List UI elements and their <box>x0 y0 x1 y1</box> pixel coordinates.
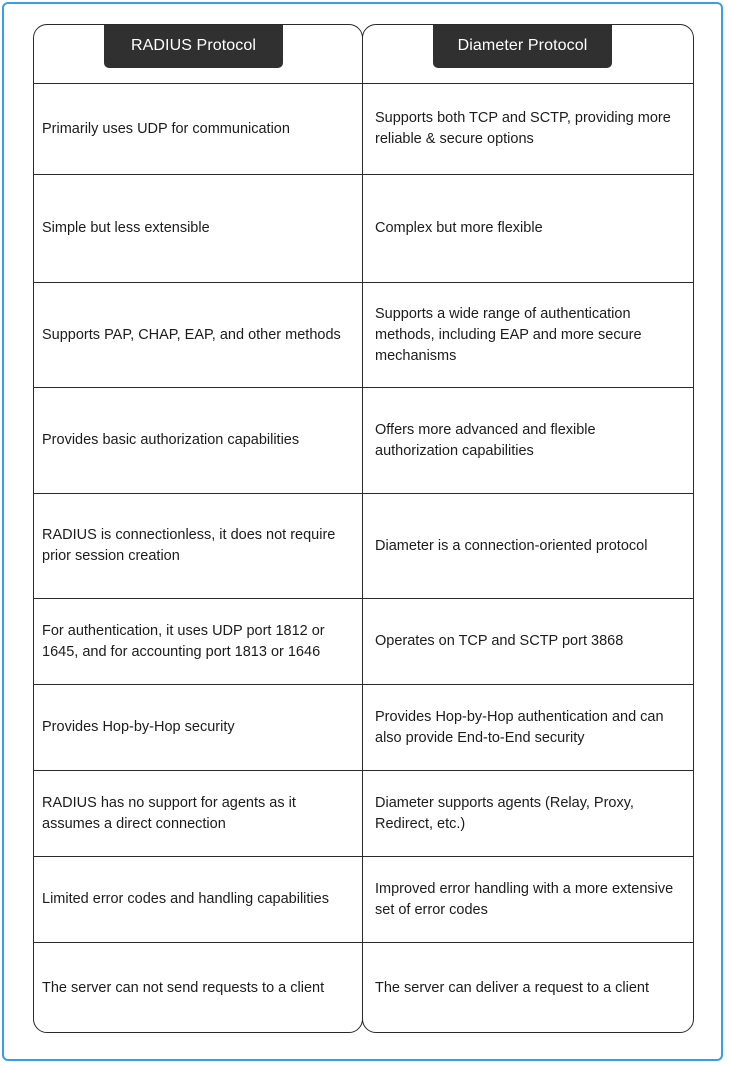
radius-row: Limited error codes and handling capabilities <box>34 857 362 943</box>
diameter-row: Provides Hop-by-Hop authentication and can also provide End-to-End security <box>363 685 693 771</box>
radius-row: For authentication, it uses UDP port 1812 or 1645, and for accounting port 1813 or 1646 <box>34 599 362 685</box>
diameter-row: Supports both TCP and SCTP, providing more reliable & secure options <box>363 84 693 175</box>
radius-header <box>34 25 362 84</box>
diameter-header <box>363 25 693 84</box>
diameter-row: Complex but more flexible <box>363 175 693 283</box>
diameter-row: Improved error handling with a more extensive set of error codes <box>363 857 693 943</box>
radius-row: Primarily uses UDP for communication <box>34 84 362 175</box>
radius-title: RADIUS Protocol <box>104 24 283 68</box>
radius-row: The server can not send requests to a client <box>42 979 325 996</box>
diameter-row: Diameter is a connection-oriented protocol <box>363 494 693 599</box>
radius-row: Provides basic authorization capabilities <box>34 388 362 494</box>
diameter-title: Diameter Protocol <box>433 24 612 68</box>
diameter-column <box>362 24 694 1033</box>
radius-column <box>33 24 363 1033</box>
radius-row: RADIUS is connectionless, it does not require prior session creation <box>34 494 362 599</box>
radius-row: Simple but less extensible <box>34 175 362 283</box>
diameter-row: Offers more advanced and flexible authorization capabilities <box>363 388 693 494</box>
radius-row: RADIUS has no support for agents as it assumes a direct connection <box>34 771 362 857</box>
radius-row: Provides Hop-by-Hop security <box>34 685 362 771</box>
radius-row: Supports PAP, CHAP, EAP, and other methods <box>34 283 362 388</box>
diameter-row: The server can deliver a request to a client <box>375 979 650 996</box>
diameter-row: Supports a wide range of authentication methods, including EAP and more secure mechanisms <box>363 283 693 388</box>
diameter-row: Diameter supports agents (Relay, Proxy, Redirect, etc.) <box>363 771 693 857</box>
diameter-row: Operates on TCP and SCTP port 3868 <box>363 599 693 685</box>
